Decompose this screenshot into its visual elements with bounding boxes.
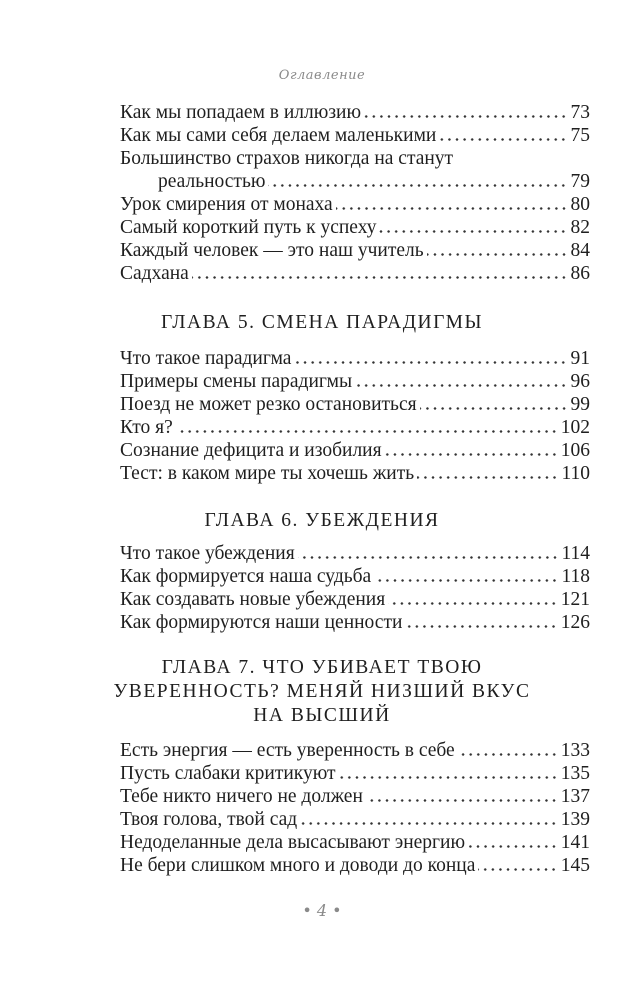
running-head: Оглавление (278, 68, 366, 83)
entry-title: Что такое убеждения (120, 543, 295, 564)
toc-entry (120, 393, 590, 416)
dot-leader (388, 602, 558, 605)
toc-entry (120, 808, 590, 831)
heading-line: НА ВЫСШИЙ (253, 705, 391, 726)
chapter-5-heading: ГЛАВА 5. СМЕНА ПАРАДИГМЫ (161, 312, 483, 333)
dot-leader (300, 822, 558, 825)
toc-entry (120, 611, 590, 634)
toc-section-chapter-5 (120, 347, 590, 485)
chapter-6-heading: ГЛАВА 6. УБЕЖДЕНИЯ (204, 510, 440, 531)
entry-title: Тебе никто ничего не должен (120, 786, 363, 807)
dot-leader (420, 407, 568, 410)
dot-leader (417, 476, 558, 479)
toc-entry (120, 762, 590, 785)
entry-page: 121 (560, 589, 590, 610)
toc-entry-continuation (120, 170, 590, 193)
toc-section-intro (120, 101, 590, 285)
heading-line: ГЛАВА 7. ЧТО УБИВАЕТ ТВОЮ (161, 657, 483, 678)
dot-leader (468, 845, 558, 848)
entry-page: 118 (561, 566, 590, 587)
dot-leader (478, 868, 557, 871)
entry-title: Садхана (120, 263, 189, 284)
toc-entry (120, 739, 590, 762)
entry-title: Как создавать новые убеждения (120, 589, 386, 610)
entry-page: 110 (561, 463, 590, 484)
entry-page: 80 (570, 194, 590, 215)
entry-title: Пусть слабаки критикуют (120, 763, 336, 784)
entry-page: 102 (560, 417, 590, 438)
entry-title: Недоделанные дела высасывают энергию (120, 832, 466, 853)
dot-leader (339, 776, 558, 779)
entry-page: 96 (570, 371, 590, 392)
dot-leader (355, 384, 567, 387)
dot-leader (366, 799, 558, 802)
entry-title: Твоя голова, твой сад (120, 809, 298, 830)
entry-page: 86 (570, 263, 590, 284)
table-of-contents (0, 101, 644, 920)
heading-line: УВЕРЕННОСТЬ? МЕНЯЙ НИЗШИЙ ВКУС (113, 681, 531, 702)
entry-title: Каждый человек — это наш учитель (120, 240, 424, 261)
dot-leader (427, 253, 568, 256)
entry-title: Что такое парадигма (120, 348, 292, 369)
dot-leader (385, 453, 558, 456)
entry-title: Урок смирения от монаха (120, 194, 333, 215)
entry-page: 133 (560, 740, 590, 761)
entry-title: Поезд не может резко остановиться (120, 394, 417, 415)
toc-entry (120, 147, 590, 170)
entry-page: 135 (560, 763, 590, 784)
toc-section-chapter-6 (120, 542, 590, 634)
entry-page: 91 (570, 348, 590, 369)
dot-leader (298, 556, 559, 559)
toc-entry (120, 370, 590, 393)
entry-title: Как формируются наши ценности (120, 612, 403, 633)
entry-title-cont: реальностью (158, 171, 266, 192)
spacer (0, 877, 644, 901)
entry-title: Сознание дефицита и изобилия (120, 440, 382, 461)
entry-page: 114 (561, 543, 590, 564)
toc-entry (120, 542, 590, 565)
toc-entry (120, 101, 590, 124)
dot-leader (192, 276, 568, 279)
dot-leader (374, 579, 558, 582)
toc-entry (120, 262, 590, 285)
toc-entry (120, 216, 590, 239)
entry-title: Как мы попадаем в иллюзию (120, 102, 362, 123)
entry-page: 126 (560, 612, 590, 633)
entry-page: 139 (560, 809, 590, 830)
entry-title: Большинство страхов никогда на станут (120, 148, 454, 169)
entry-title: Как мы сами себя делаем маленькими (120, 125, 437, 146)
dot-leader (405, 625, 557, 628)
toc-entry (120, 588, 590, 611)
dot-leader (364, 115, 567, 118)
toc-section-chapter-7 (120, 739, 590, 877)
entry-page: 75 (570, 125, 590, 146)
toc-entry (120, 347, 590, 370)
chapter-7-heading (0, 656, 644, 728)
entry-page: 141 (560, 832, 590, 853)
toc-entry (120, 565, 590, 588)
dot-leader (336, 207, 568, 210)
toc-entry (120, 124, 590, 147)
dot-leader (439, 138, 567, 141)
page-number: • 4 • (302, 901, 342, 920)
entry-page: 99 (570, 394, 590, 415)
entry-page: 84 (570, 240, 590, 261)
entry-title: Тест: в каком мире ты хочешь жить (120, 463, 415, 484)
entry-page: 79 (570, 171, 590, 192)
entry-title: Как формируется наша судьба (120, 566, 372, 587)
entry-title: Есть энергия — есть уверенность в себе (120, 740, 455, 761)
toc-entry (120, 854, 590, 877)
entry-page: 73 (570, 102, 590, 123)
toc-entry (120, 831, 590, 854)
dot-leader (176, 430, 558, 433)
dot-leader (268, 184, 567, 187)
toc-entry (120, 439, 590, 462)
toc-entry (120, 239, 590, 262)
dot-leader (294, 361, 567, 364)
dot-leader (458, 753, 558, 756)
toc-entry (120, 462, 590, 485)
entry-title: Не бери слишком много и доводи до конца (120, 855, 476, 876)
entry-title: Самый короткий путь к успеху (120, 217, 377, 238)
entry-title: Примеры смены парадигмы (120, 371, 353, 392)
entry-page: 145 (560, 855, 590, 876)
entry-title: Кто я? (120, 417, 173, 438)
toc-entry (120, 416, 590, 439)
entry-page: 106 (560, 440, 590, 461)
toc-entry (120, 785, 590, 808)
toc-entry (120, 193, 590, 216)
entry-page: 82 (570, 217, 590, 238)
dot-leader (379, 230, 567, 233)
entry-page: 137 (560, 786, 590, 807)
